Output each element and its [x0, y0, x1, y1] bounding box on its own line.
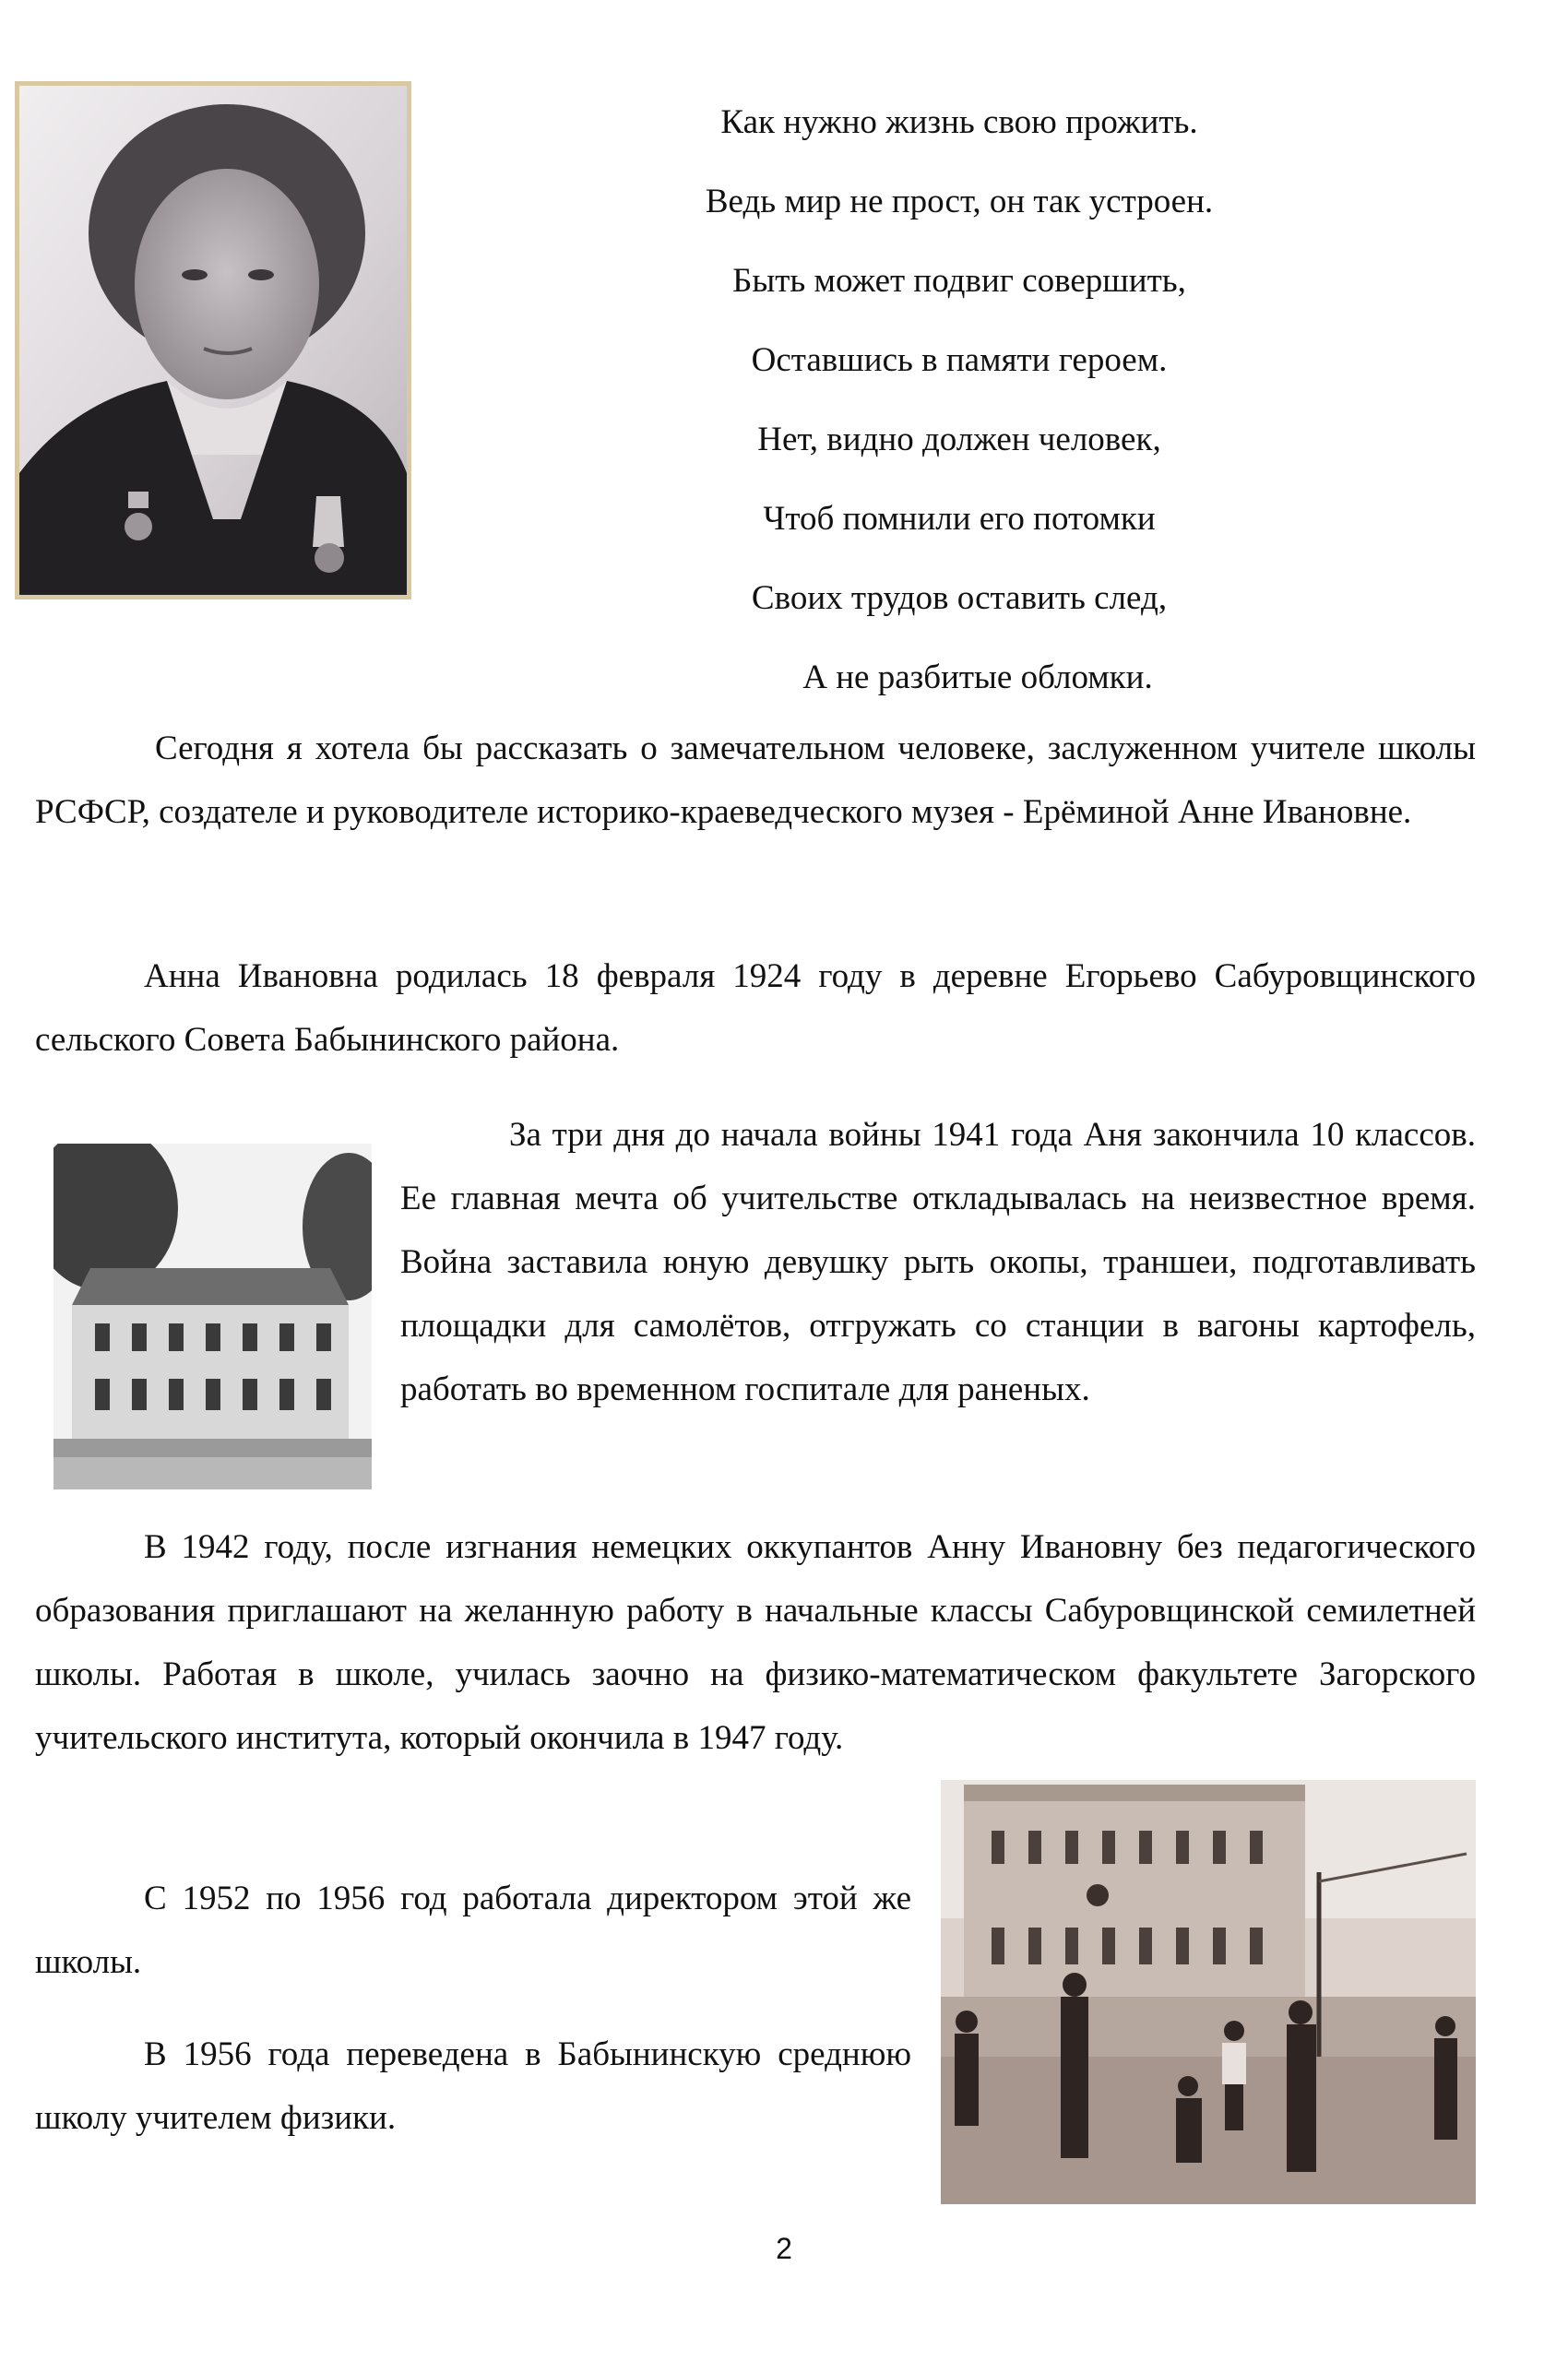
- portrait-photo: [15, 81, 411, 599]
- paragraph-text: Анна Ивановна родилась 18 февраля 1924 году в деревне Егорьево Сабуровщинского сельского Совета Бабынинского района.: [35, 957, 1476, 1059]
- poem-line: Чтоб помнили его потомки: [763, 500, 1156, 538]
- paragraph-text: В 1942 году, после изгнания немецких оккупантов Анну Ивановну без педагогического образования приглашают на желанную работу в начальные классы Сабуровщинской семилетней школы. Работая в школе, училась заочно на физико-математическом факультете Загорского учительского института, который окончила в 1947 году.: [35, 1528, 1476, 1757]
- school-building-photo: [53, 1144, 372, 1489]
- poem-line: Своих трудов оставить след,: [751, 579, 1168, 617]
- page-number: 2: [776, 2232, 792, 2265]
- paragraph-text: Сегодня я хотела бы рассказать о замечательном человеке, заслуженном учителе школы РСФСР, создателе и руководителе историко-краеведческого музея - Ерёминой Анне Ивановне.: [35, 730, 1476, 831]
- paragraph-war: [400, 1103, 1476, 1421]
- poem-line: Быть может подвиг совершить,: [732, 262, 1186, 300]
- poem-line: Нет, видно должен человек,: [757, 421, 1161, 458]
- poem: [517, 83, 1402, 718]
- poem-line: Оставшись в памяти героем.: [751, 341, 1168, 379]
- volleyball-photo: [941, 1780, 1476, 2204]
- paragraph-text: В 1956 года переведена в Бабынинскую среднюю школу учителем физики.: [35, 2035, 911, 2137]
- paragraph-intro: [35, 717, 1476, 844]
- portrait-image: [19, 86, 407, 595]
- school-building-image: [53, 1144, 372, 1489]
- paragraph-transfer: [35, 2023, 911, 2150]
- paragraph-director: [35, 1867, 911, 1994]
- volleyball-image: [941, 1780, 1476, 2204]
- paragraph-birth: [35, 944, 1476, 1072]
- paragraph-text: С 1952 по 1956 год работала директором этой же школы.: [35, 1880, 911, 1981]
- poem-line: Ведь мир не прост, он так устроен.: [705, 183, 1214, 220]
- poem-line: Как нужно жизнь свою прожить.: [720, 103, 1198, 141]
- paragraph-text: За три дня до начала войны 1941 года Аня закончила 10 классов. Ее главная мечта об учительстве откладывалась на неизвестное время. Война заставила юную девушку рыть окопы, траншеи, подготавливать площадки для самолётов, отгружать со станции в вагоны картофель, работать во временном госпитале для раненых.: [400, 1116, 1476, 1408]
- poem-line: А не разбитые обломки.: [802, 658, 1153, 696]
- paragraph-work-1942: [35, 1515, 1476, 1770]
